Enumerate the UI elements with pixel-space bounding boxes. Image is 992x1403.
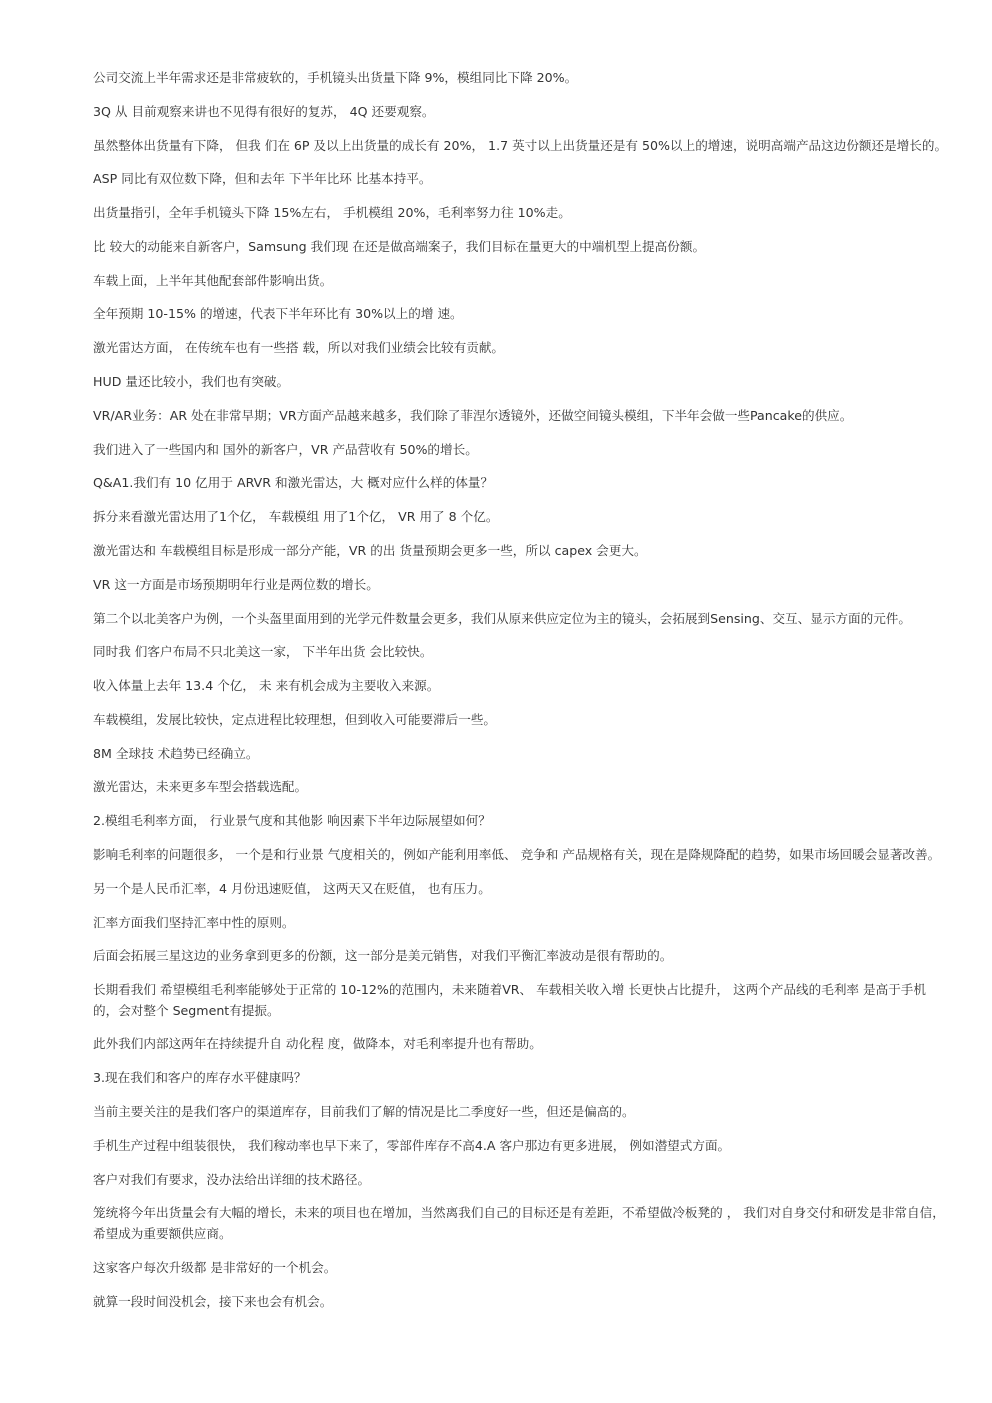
paragraph: 影响毛利率的问题很多， 一个是和行业景 气度相关的，例如产能利用率低、 竞争和 产品规格有关，现在是降规降配的趋势，如果市场回暖会显著改善。: [93, 846, 941, 862]
paragraph: 比 较大的动能来自新客户，Samsung 我们现 在还是做高端案子，我们目标在量更大的中端机型上提高份额。: [93, 238, 706, 254]
paragraph: 长期看我们 希望模组毛利率能够处于正常的 10-12%的范围内，未来随着VR、 车载相关收入增 长更快占比提升， 这两个产品线的毛利率 是高于手机的，会对整个 Segment有提振。: [93, 982, 926, 1018]
paragraph: 此外我们内部这两年在持续提升自 动化程 度，做降本，对毛利率提升也有帮助。: [93, 1036, 542, 1052]
paragraph: 后面会拓展三星这边的业务拿到更多的份额，这一部分是美元销售，对我们平衡汇率波动是很有帮助的。: [93, 948, 673, 964]
paragraph: 出货量指引，全年手机镜头下降 15%左右， 手机模组 20%，毛利率努力往 10%走。: [93, 205, 571, 221]
paragraph: 我们进入了一些国内和 国外的新客户，VR 产品营收有 50%的增长。: [93, 441, 478, 457]
paragraph: 3Q 从 目前观察来讲也不见得有很好的复苏， 4Q 还要观察。: [93, 103, 435, 119]
paragraph: 另一个是人民币汇率，4 月份迅速贬值， 这两天又在贬值， 也有压力。: [93, 880, 491, 896]
paragraph: 汇率方面我们坚持汇率中性的原则。: [93, 914, 295, 930]
paragraph: 笼统将今年出货量会有大幅的增长，未来的项目也在增加，当然离我们自己的目标还是有差距，不希望做冷板凳的 ， 我们对自身交付和研发是非常自信，希望成为重要额供应商。: [93, 1205, 945, 1241]
paragraph: 当前主要关注的是我们客户的渠道库存，目前我们了解的情况是比二季度好一些，但还是偏高的。: [93, 1104, 635, 1120]
paragraph: 2.模组毛利率方面， 行业景气度和其他影 响因素下半年边际展望如何？: [93, 813, 491, 829]
paragraph: 拆分来看激光雷达用了1个亿， 车载模组 用了1个亿， VR 用了 8 个亿。: [93, 509, 499, 525]
paragraph: 同时我 们客户布局不只北美这一家， 下半年出货 会比较快。: [93, 644, 433, 660]
paragraph: 虽然整体出货量有下降， 但我 们在 6P 及以上出货量的成长有 20%， 1.7 英寸以上出货量还是有 50%以上的增速，说明高端产品这边份额还是增长的。: [93, 137, 948, 153]
paragraph: 客户对我们有要求，没办法给出详细的技术路径。: [93, 1171, 371, 1187]
paragraph: HUD 量还比较小，我们也有突破。: [93, 374, 290, 390]
paragraph: 公司交流上半年需求还是非常疲软的，手机镜头出货量下降 9%，模组同比下降 20%。: [93, 70, 578, 85]
paragraph: VR/AR业务：AR 处在非常早期；VR方面产品越来越多，我们除了菲涅尔透镜外，还做空间镜头模组，下半年会做一些Pancake的供应。: [93, 407, 853, 423]
paragraph: 激光雷达方面， 在传统车也有一些搭 载，所以对我们业绩会比较有贡献。: [93, 340, 505, 356]
paragraph: Q&A1.我们有 10 亿用于 ARVR 和激光雷达，大 概对应什么样的体量？: [93, 475, 494, 491]
paragraph: 3.现在我们和客户的库存水平健康吗？: [93, 1070, 307, 1086]
paragraph: 激光雷达，未来更多车型会搭载选配。: [93, 779, 308, 795]
paragraph: 手机生产过程中组装很快， 我们稼动率也早下来了，零部件库存不高4.A 客户那边有更多进展， 例如潜望式方面。: [93, 1137, 731, 1153]
paragraph: VR 这一方面是市场预期明年行业是两位数的增长。: [93, 576, 379, 592]
paragraph: 收入体量上去年 13.4 个亿， 未 来有机会成为主要收入来源。: [93, 678, 440, 694]
paragraph: 车载上面，上半年其他配套部件影响出货。: [93, 272, 333, 288]
paragraph: 8M 全球技 术趋势已经确立。: [93, 745, 259, 761]
paragraph: 这家客户每次升级都 是非常好的一个机会。: [93, 1259, 337, 1275]
paragraph: 激光雷达和 车载模组目标是形成一部分产能，VR 的出 货量预期会更多一些，所以 capex 会更大。: [93, 542, 647, 558]
paragraph: 车载模组，发展比较快，定点进程比较理想，但到收入可能要滞后一些。: [93, 711, 496, 727]
paragraph: 全年预期 10-15% 的增速，代表下半年环比有 30%以上的增 速。: [93, 306, 463, 322]
document-body: [93, 68, 949, 1325]
paragraph: ASP 同比有双位数下降，但和去年 下半年比环 比基本持平。: [93, 171, 432, 187]
paragraph: 第二个以北美客户为例，一个头盔里面用到的光学元件数量会更多，我们从原来供应定位为主的镜头，会拓展到Sensing、交互、显示方面的元件。: [93, 610, 911, 626]
paragraph: 就算一段时间没机会，接下来也会有机会。: [93, 1293, 333, 1309]
